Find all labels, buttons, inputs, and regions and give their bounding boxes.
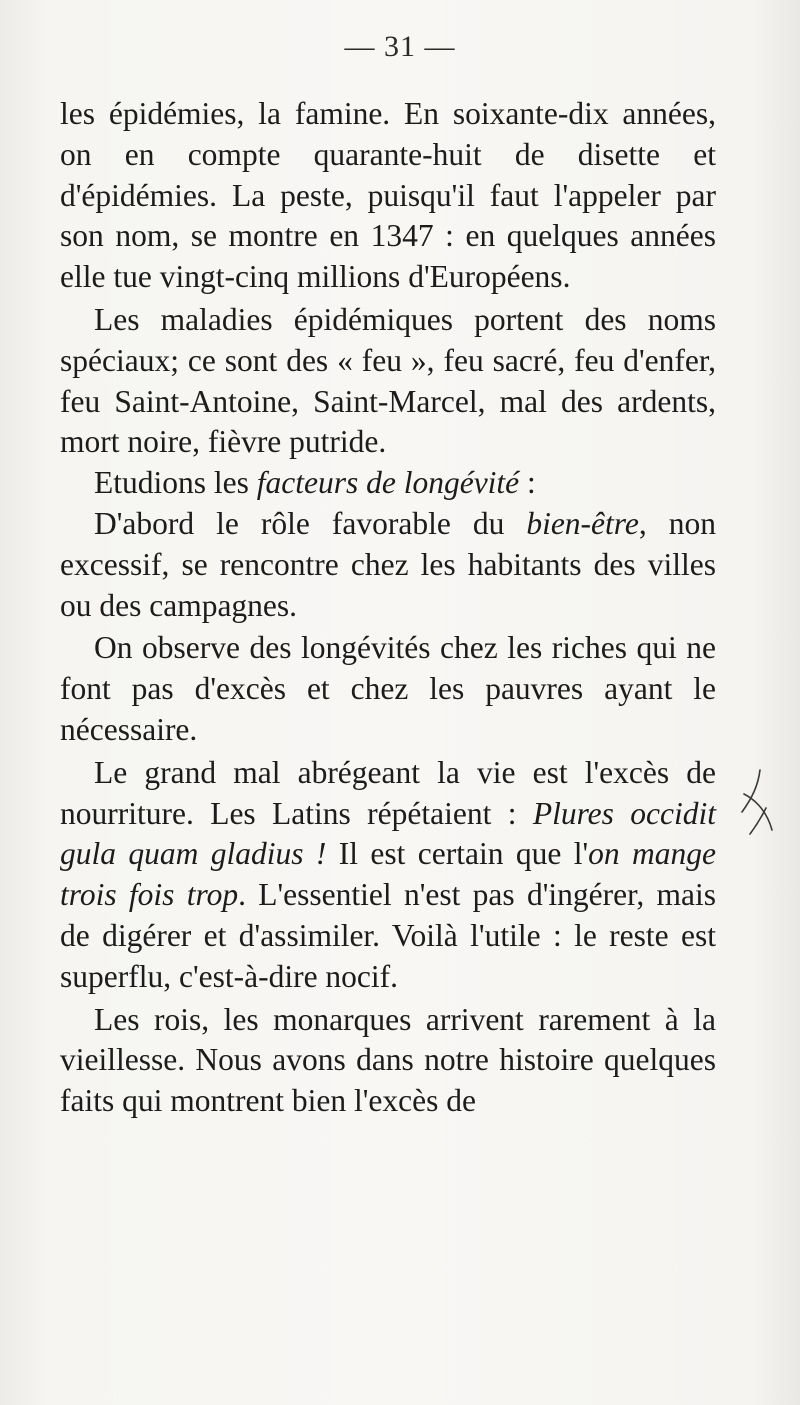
italic-run: facteurs de longévité (256, 465, 520, 501)
text-run: D'abord le rôle favorable du (94, 505, 527, 541)
body-text (60, 94, 716, 1122)
paragraph-kings: Les rois, les monarques arrivent rarement à la vieillesse. Nous avons dans notre histoire quelques faits qui montrent bien l'excès de (60, 1001, 716, 1119)
italic-run: Plures occidit gula quam gladius ! (60, 795, 716, 872)
italic-run: bien-être (526, 505, 639, 541)
text-run: Il est certain que l' (326, 836, 589, 872)
paragraph-epidemics: Les maladies épidémiques portent des noms spéciaux; ce sont des « feu », feu sacré, feu d'enfer, feu Saint-Antoine, Saint-Marcel, mal des ardents, mort noire, fièvre putride. (60, 301, 716, 460)
paragraph-wellbeing (60, 504, 716, 626)
page-number: — 31 — (344, 30, 456, 63)
text-run: : (519, 465, 536, 501)
text-run: Le grand mal abrégeant la vie est l'excès de nourriture. Les Latins répétaient : (60, 754, 716, 831)
paragraph-longevity: On observe des longévités chez les riches qui ne font pas d'excès et chez les pauvres ayant le nécessaire. (60, 630, 716, 747)
paragraph-excess-food (60, 753, 716, 998)
italic-run: on mange trois fois trop (60, 836, 717, 913)
handwritten-mark-icon (736, 768, 776, 838)
paragraph-factors (60, 463, 716, 504)
text-run: Etudions les (94, 465, 257, 501)
paragraph-continued: les épidémies, la famine. En soixante-dix années, on en compte quarante-huit de disette et d'épidémies. La peste, puisqu'il faut l'appeler par son nom, se montre en 1347 : en quelques années elle tue vingt-cinq millions d'Européens. (60, 96, 716, 295)
text-run: . L'essentiel n'est pas d'ingérer, mais de digérer et d'assimiler. Voilà l'utile : le reste est superflu, c'est-à-dire nocif. (60, 877, 716, 994)
text-run: , non excessif, se rencontre chez les habitants des villes ou des campagnes. (60, 505, 716, 623)
